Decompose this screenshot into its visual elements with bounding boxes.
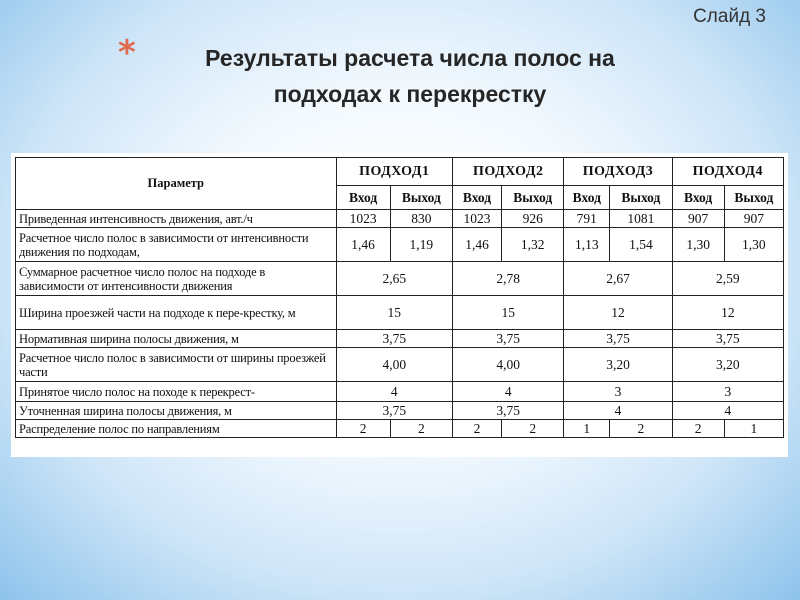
value-cell: 907: [672, 210, 724, 228]
value-cell: 3,75: [453, 402, 564, 420]
value-cell: 3: [672, 382, 783, 402]
table-row: [16, 262, 784, 296]
value-cell: 1,13: [564, 228, 610, 262]
param-header: Параметр: [16, 158, 337, 210]
value-cell: 1,19: [390, 228, 452, 262]
title-line-1: Результаты расчета числа полос на: [205, 45, 615, 71]
results-table: [15, 157, 784, 438]
entry-header: Вход: [453, 186, 502, 210]
table-row: [16, 296, 784, 330]
approach-header: ПОДХОД1: [336, 158, 453, 186]
value-cell: 907: [724, 210, 783, 228]
param-label: Распределение полос по направлениям: [16, 420, 337, 438]
value-cell: 3,20: [672, 348, 783, 382]
approach-header: ПОДХОД3: [564, 158, 672, 186]
value-cell: 12: [564, 296, 672, 330]
value-cell: 15: [336, 296, 453, 330]
value-cell: 3,20: [564, 348, 672, 382]
param-label: Приведенная интенсивность движения, авт./ч: [16, 210, 337, 228]
value-cell: 4: [336, 382, 453, 402]
value-cell: 830: [390, 210, 452, 228]
value-cell: 3: [564, 382, 672, 402]
value-cell: 1,32: [501, 228, 563, 262]
param-label: Суммарное расчетное число полос на подходе в зависимости от интенсивности движения: [16, 262, 337, 296]
param-label: Уточненная ширина полосы движения, м: [16, 402, 337, 420]
results-table-container: [11, 153, 788, 457]
value-cell: 1,30: [724, 228, 783, 262]
entry-header: Вход: [564, 186, 610, 210]
value-cell: 791: [564, 210, 610, 228]
value-cell: 2: [390, 420, 452, 438]
slide-title: [150, 40, 670, 112]
value-cell: 2,67: [564, 262, 672, 296]
entry-header: Вход: [336, 186, 390, 210]
value-cell: 2,65: [336, 262, 453, 296]
value-cell: 4: [672, 402, 783, 420]
value-cell: 4,00: [453, 348, 564, 382]
exit-header: Выход: [610, 186, 672, 210]
value-cell: 4: [453, 382, 564, 402]
table-row: [16, 382, 784, 402]
value-cell: 1081: [610, 210, 672, 228]
value-cell: 2: [501, 420, 563, 438]
exit-header: Выход: [501, 186, 563, 210]
param-label: Нормативная ширина полосы движения, м: [16, 330, 337, 348]
value-cell: 15: [453, 296, 564, 330]
value-cell: 1,30: [672, 228, 724, 262]
value-cell: 3,75: [336, 402, 453, 420]
slide-number: Слайд 3: [693, 6, 766, 27]
approach-header: ПОДХОД4: [672, 158, 783, 186]
value-cell: 3,75: [336, 330, 453, 348]
table-row: [16, 228, 784, 262]
value-cell: 3,75: [564, 330, 672, 348]
table-row: [16, 210, 784, 228]
table-row: [16, 420, 784, 438]
exit-header: Выход: [724, 186, 783, 210]
value-cell: 1023: [453, 210, 502, 228]
value-cell: 1: [564, 420, 610, 438]
value-cell: 2,59: [672, 262, 783, 296]
param-label: Принятое число полос на походе к перекрест-: [16, 382, 337, 402]
title-line-2: подходах к перекрестку: [273, 81, 547, 107]
table-row: [16, 330, 784, 348]
value-cell: 3,75: [453, 330, 564, 348]
value-cell: 2: [453, 420, 502, 438]
value-cell: 1023: [336, 210, 390, 228]
value-cell: 2,78: [453, 262, 564, 296]
value-cell: 2: [336, 420, 390, 438]
value-cell: 4,00: [336, 348, 453, 382]
value-cell: 1,54: [610, 228, 672, 262]
param-label: Расчетное число полос в зависимости от интенсивности движения по подходам,: [16, 228, 337, 262]
value-cell: 12: [672, 296, 783, 330]
value-cell: 926: [501, 210, 563, 228]
value-cell: 1,46: [453, 228, 502, 262]
entry-header: Вход: [672, 186, 724, 210]
asterisk-bullet-icon: *: [118, 33, 136, 73]
header-row-approaches: [16, 158, 784, 186]
value-cell: 3,75: [672, 330, 783, 348]
value-cell: 2: [672, 420, 724, 438]
value-cell: 1,46: [336, 228, 390, 262]
value-cell: 4: [564, 402, 672, 420]
table-row: [16, 402, 784, 420]
param-label: Расчетное число полос в зависимости от ширины проезжей части: [16, 348, 337, 382]
table-row: [16, 348, 784, 382]
exit-header: Выход: [390, 186, 452, 210]
approach-header: ПОДХОД2: [453, 158, 564, 186]
value-cell: 1: [724, 420, 783, 438]
value-cell: 2: [610, 420, 672, 438]
param-label: Ширина проезжей части на подходе к пере-крестку, м: [16, 296, 337, 330]
